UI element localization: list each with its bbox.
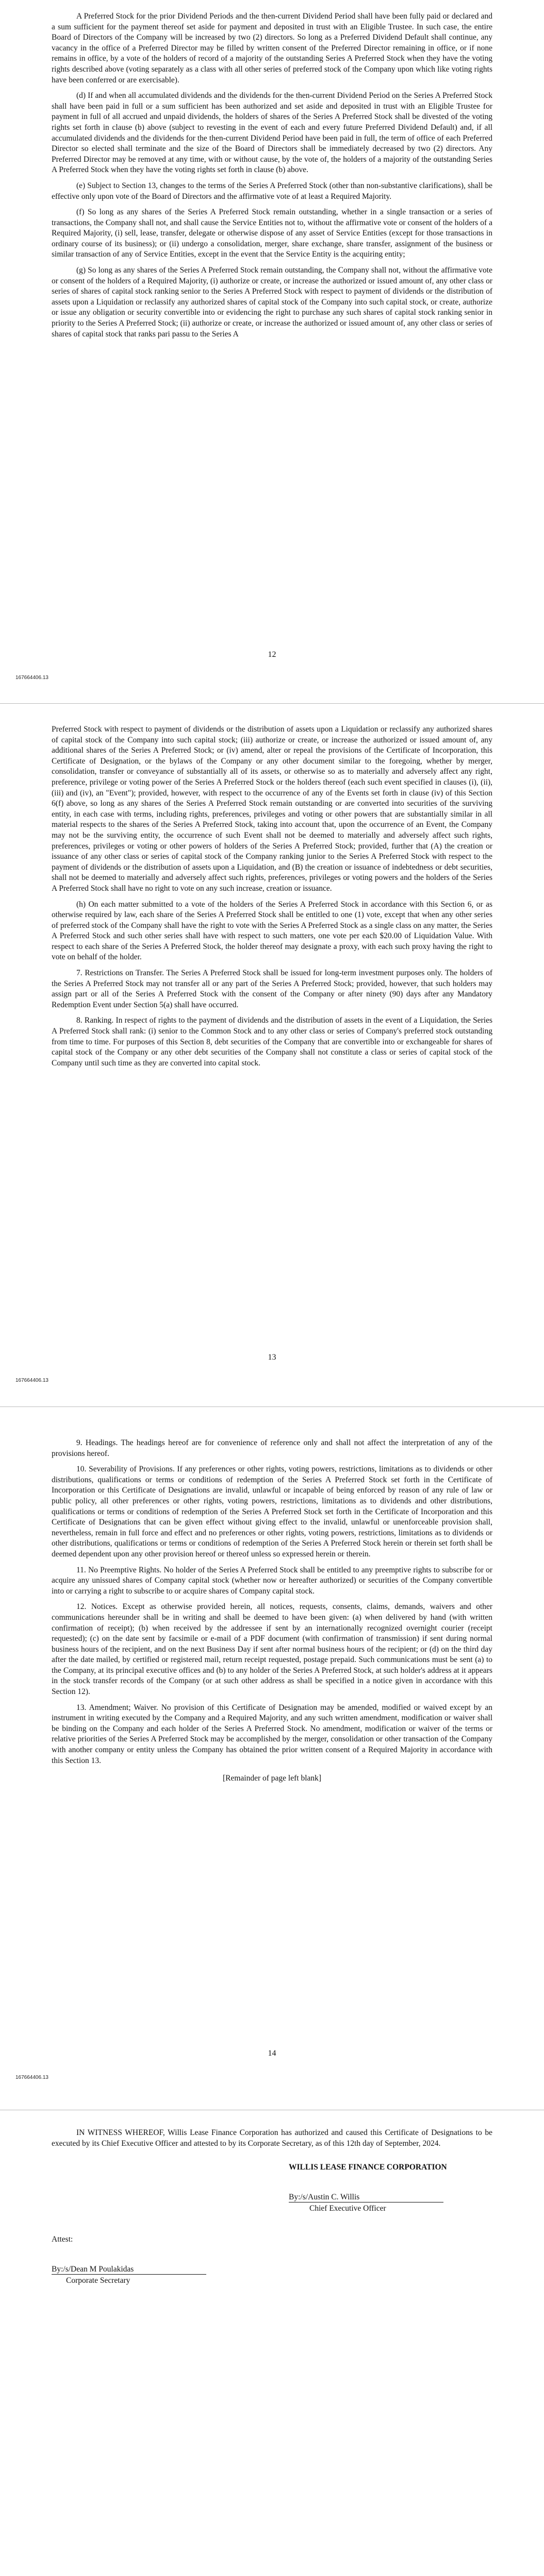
- page-12: [0, 0, 544, 703]
- document-id: 167664406.13: [15, 2075, 48, 2080]
- ceo-signature-line: [289, 2193, 443, 2202]
- paragraph: (e) Subject to Section 13, changes to the terms of the Series A Preferred Stock (other than non-substantive clarifications), shall be effective only upon vote of the Board of Directors and the affirmative vote of at least a Required Majority.: [52, 181, 492, 201]
- paragraph: 8. Ranking. In respect of rights to the payment of dividends and the distribution of assets in the event of a Liquidation, the Series A Preferred Stock shall rank: (i) senior to the Common Stock and to any other class or series of Company's preferred stock outstanding from time to time. For purposes of this Section 8, debt securities of the Company that are convertible into or exchangeable for shares of capital stock of the Company or any other debt securities of the Company shall not constitute a class or series of capital stock of the Company until such time as they are converted into capital stock.: [52, 1016, 492, 1067]
- paragraph: (f) So long as any shares of the Series A Preferred Stock remain outstanding, whether in a single transaction or a series of transactions, the Company shall not, and shall cause the Service Entities not to, without the affirmative vote or consent of the holders of a Required Majority, (i) sell, lease, transfer, delegate or otherwise dispose of any asset of Service Entities (except for those transactions in ordinary course of its business); or (ii) undergo a consolidation, merger, share exchange, share transfer, assignment of the business or similar transaction of any of Service Entities, except in the event that the Service Entity is the acquiring entity;: [52, 208, 492, 259]
- page-14-body: [52, 1438, 492, 1784]
- secretary-signature-line: [52, 2265, 206, 2275]
- paragraph: 13. Amendment; Waiver. No provision of this Certificate of Designation may be amended, modified or waived except by an instrument in writing executed by the Company and a Required Majority, and any such written amendment, modification or waiver shall be binding on the Company and each holder of the Series A Preferred Stock. No amendment, modification or waiver of the terms or relative priorities of the Series A Preferred Stock may be accomplished by the merger, consolidation or other transaction of the Company with another company or entity unless the Company has obtained the prior written consent of a Required Majority in accordance with this Section 13.: [52, 1703, 492, 1765]
- document-id: 167664406.13: [15, 675, 48, 681]
- page-13-body: [52, 724, 492, 1074]
- paragraph: 11. No Preemptive Rights. No holder of the Series A Preferred Stock shall be entitled to any preemptive rights to subscribe for or acquire any unissued shares of Company capital stock (whether now or hereafter authorized) or securities of the Company convertible into or carrying a right to subscribe to or acquire shares of Company capital stock.: [52, 1565, 492, 1596]
- page-number: 13: [268, 1353, 276, 1362]
- page-number: 12: [268, 650, 276, 659]
- ceo-signature: By:/s/Austin C. Willis: [289, 2193, 443, 2202]
- paragraph: IN WITNESS WHEREOF, Willis Lease Finance Corporation has authorized and caused this Certificate of Designations to be executed by its Chief Executive Officer and attested to by its Corporate Secretary, as of this 12th day of September, 2024.: [52, 2128, 492, 2148]
- page-15-body: [52, 2128, 492, 2154]
- page-12-body: [52, 11, 492, 345]
- paragraph: 12. Notices. Except as otherwise provided herein, all notices, requests, consents, claims, demands, waivers and other communications hereunder shall be in writing and shall be deemed to have been given: (a) when delivered by hand (with written confirmation of receipt); (b) when received by the addressee if sent by an internationally recognized overnight courier (receipt requested); (c) on the date sent by facsimile or e-mail of a PDF document (with confirmation of transmission) if sent during normal business hours of the recipient, and on the next Business Day if sent after normal business hours of the recipient; or (d) on the third day after the date mailed, by certified or registered mail, return receipt requested, postage prepaid. Such communications must be sent (a) to the Company, at its principal executive offices and (b) to any holder of the Series A Preferred Stock, at such holder's address at it appears in the stock transfer records of the Company (or at such other address as shall be specified in a notice given in accordance with this Section 12).: [52, 1602, 492, 1697]
- remainder-note: [Remainder of page left blank]: [222, 1774, 322, 1783]
- paragraph: 7. Restrictions on Transfer. The Series A Preferred Stock shall be issued for long-term investment purposes only. The holders of the Series A Preferred Stock may not transfer all or any part of the Series A Preferred Stock; provided, however, that such holders may assign part or all of the Series A Preferred Stock with the consent of the Company or after ninety (90) days after any Mandatory Redemption Event under Section 5(a) shall have occurred.: [52, 969, 492, 1009]
- secretary-title: Corporate Secretary: [66, 2276, 130, 2285]
- ceo-title: Chief Executive Officer: [309, 2204, 386, 2213]
- paragraph: (g) So long as any shares of the Series A Preferred Stock remain outstanding, the Company shall not, without the affirmative vote or consent of the holders of a Required Majority, (i) authorize or create, or increase the authorized or issued amount of, any other class or series of shares of capital stock ranking senior to the Series A Preferred Stock with respect to payment of dividends or the distribution of assets upon a Liquidation or reclassify any authorized shares of capital stock of the Company into such capital stock, or create, authorize or issue any obligation or security convertible into or evidencing the right to purchase any such shares of capital stock ranking senior in priority to the Series A Preferred Stock; (ii) authorize or create, or increase the authorized or issued amount of, any other class or series of shares of capital stock that ranks pari passu to the Series A: [52, 266, 492, 338]
- page-number: 14: [268, 2049, 276, 2058]
- paragraph: 9. Headings. The headings hereof are for convenience of reference only and shall not affect the interpretation of any of the provisions hereof.: [52, 1438, 492, 1458]
- attest-label: Attest:: [52, 2235, 73, 2244]
- secretary-signature: By:/s/Dean M Poulakidas: [52, 2265, 206, 2275]
- document-id: 167664406.13: [15, 1378, 48, 1383]
- page-13: [0, 704, 544, 1406]
- paragraph: (h) On each matter submitted to a vote of the holders of the Series A Preferred Stock in accordance with this Section 6, or as otherwise required by law, each share of the Series A Preferred Stock shall be entitled to one (1) vote, except that when any other series of preferred stock of the Company shall have the right to vote with the Series A Preferred Stock as a single class on any matter, the Series A Preferred Stock and such other series shall have with respect to such matters, one vote per each $20.00 of Liquidation Value. With respect to each share of the Series A Preferred Stock, the holder thereof may designate a proxy, with each such proxy having the right to vote on behalf of the holder.: [52, 900, 492, 962]
- page-15: [0, 2110, 544, 2576]
- paragraph: 10. Severability of Provisions. If any preferences or other rights, voting powers, restrictions, limitations as to dividends or other distributions, qualifications or terms or conditions of redemption of the Series A Preferred Stock set forth in the Certificate of Incorporation or this Certificate of Designations are invalid, unlawful or incapable of being enforced by reason of any rule of law or public policy, all other preferences or other rights, voting powers, restrictions, limitations as to dividends and other distributions, qualifications or terms or conditions of redemption of the Series A Preferred Stock set forth in the Certificate of Incorporation and this Certificate of Designations that can be given effect without giving effect to the invalid, unlawful or unenforceable provision shall, nevertheless, remain in full force and effect and no preferences or other rights, voting powers, restrictions, limitations as to dividends or other distributions, qualifications or terms or conditions of redemption of the Series A Preferred Stock herein or therein set forth shall be deemed dependent upon any other provision hereof or thereof unless so expressed herein or therein.: [52, 1465, 492, 1558]
- paragraph: (d) If and when all accumulated dividends and the dividends for the then-current Dividend Period on the Series A Preferred Stock shall have been paid in full or a sum sufficient has been authorized and set aside and deposited in trust with an Eligible Trustee for payment in full of all accrued and unpaid dividends, the holders of shares of the Series A Preferred Stock shall be divested of the voting rights set forth in clause (b) above (subject to revesting in the event of each and every future Preferred Dividend Default) and, if all accumulated dividends and the dividends for the then-current Dividend Period have been paid in full, the term of office of each Preferred Director so elected shall terminate and the size of the Board of Directors shall be immediately decreased by two (2) directors. Any Preferred Director may be removed at any time, with or without cause, by the vote of, the holders of a majority of the outstanding Series A Preferred Stock when they have the voting rights set forth in clause (b) above.: [52, 91, 492, 175]
- paragraph: Preferred Stock with respect to payment of dividends or the distribution of assets upon a Liquidation or reclassify any authorized shares of capital stock of the Company into such capital stock; (iii) authorize or create, or increase the authorized or issued amount of, any additional shares of the Series A Preferred Stock; or (iv) amend, alter or repeal the provisions of the Certificate of Incorporation, this Certificate of Designation, or the bylaws of the Company or any other document similar to the foregoing, whether by merger, consolidation, transfer or conveyance of substantially all of its assets, or otherwise so as to materially and adversely affect any right, preference, privilege or voting power of the Series A Preferred Stock or the holders thereof (each such event specified in clauses (i), (ii), (iii) and (iv), an "Event"); provided, however, with respect to the occurrence of any of the Events set forth in clause (iv) of this Section 6(f) above, so long as any shares of the Series A Preferred Stock remain outstanding or are converted into securities of the surviving entity, in each case with terms, including rights, preferences, privileges and voting or other powers that are substantially similar in all material respects to the shares of the Series A Preferred Stock, taking into account that, upon the occurrence of an Event, the Company may not be the surviving entity, the occurrence of such Event shall not be deemed to materially and adversely affect such rights, preferences, privileges or voting or other powers of holders of the Series A Preferred Stock; provided, further that (A) the creation or issuance of any other class or series of capital stock of the Company ranking junior to the Series A Preferred Stock with respect to the payment of dividends or the distribution of assets upon a Liquidation, and (B) the creation or issuance of indebtedness or debt securities, shall not be deemed to materially and adversely affect such rights, preferences, privileges or voting powers and the holders of the Series A Preferred Stock shall have no right to vote on any such increase, creation or issuance.: [52, 725, 492, 893]
- paragraph: A Preferred Stock for the prior Dividend Periods and the then-current Dividend Period shall have been fully paid or declared and a sum sufficient for the payment thereof set aside for payment and deposited in trust with an Eligible Trustee. In such case, the entire Board of Directors of the Company will be increased by two (2) directors. So long as a Preferred Dividend Default shall continue, any vacancy in the office of a Preferred Director may be filled by written consent of the Preferred Director remaining in office, or if none remains in office, by a vote of the holders of record of a majority of the outstanding Series A Preferred Stock when they have the voting rights described above (voting separately as a class with all other series of preferred stock of the Company upon which like voting rights have been conferred or are exercisable).: [52, 12, 492, 84]
- company-name: WILLIS LEASE FINANCE CORPORATION: [289, 2163, 447, 2172]
- page-14: [0, 1407, 544, 2110]
